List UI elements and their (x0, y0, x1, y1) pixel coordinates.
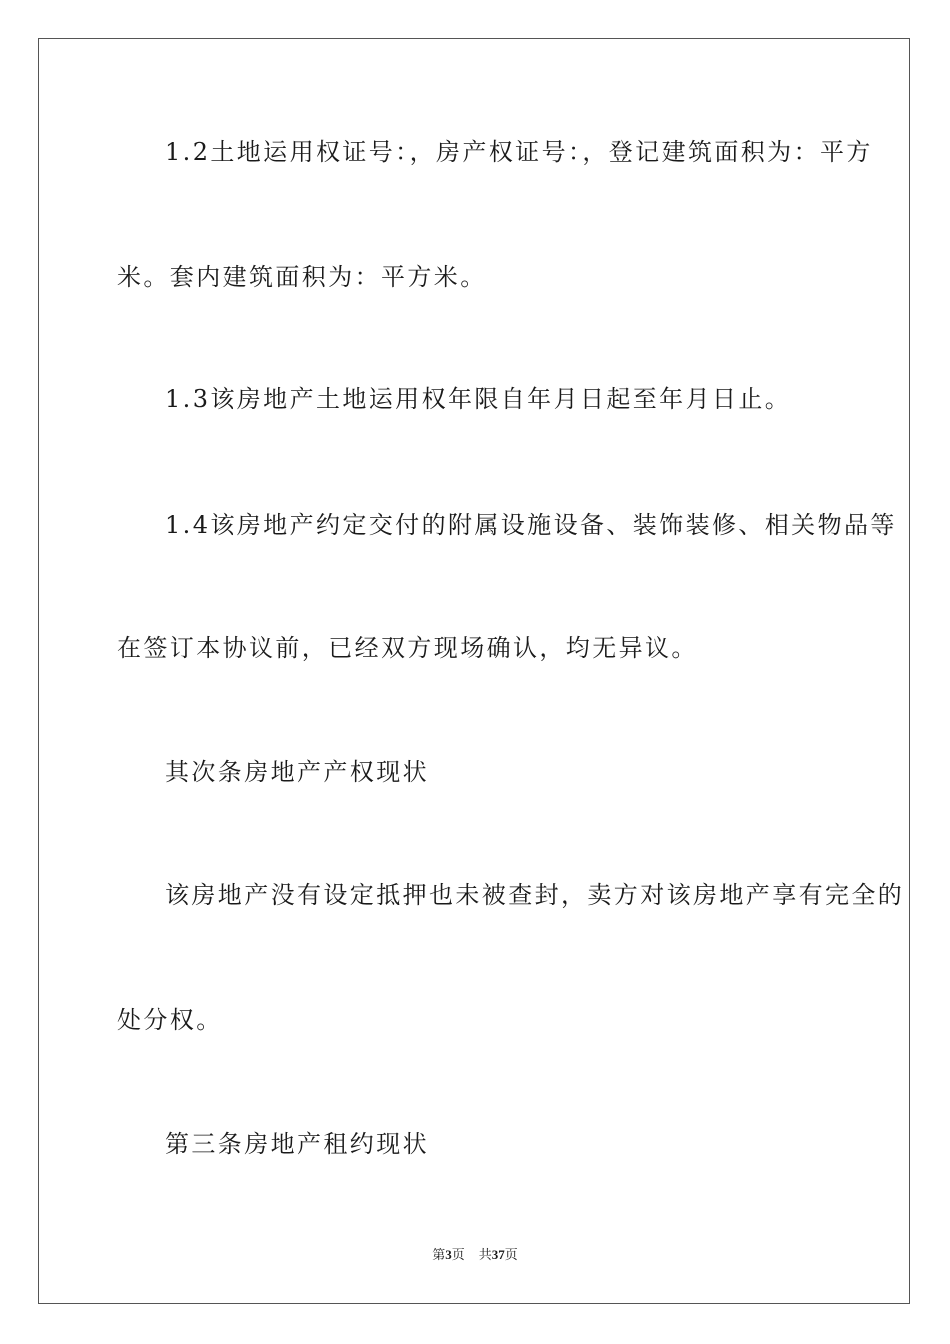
paragraph-1-3: 1.3该房地产土地运用权年限自年月日起至年月日止。 (165, 385, 792, 413)
page-footer (0, 1246, 950, 1264)
paragraph-1-2-line-1: 1.2土地运用权证号：，房产权证号：，登记建筑面积为：平方 (165, 138, 873, 166)
footer-page-number: 3 (445, 1247, 452, 1262)
paragraph-1-2-line-2: 米。套内建筑面积为：平方米。 (117, 263, 487, 291)
footer-total-suffix: 页 (504, 1247, 518, 1262)
footer-page-prefix: 第 (432, 1247, 446, 1262)
paragraph-1-4-line-1: 1.4该房地产约定交付的附属设施设备、装饰装修、相关物品等 (165, 511, 897, 539)
footer-total-prefix: 共 (478, 1247, 492, 1262)
paragraph-rights-line-2: 处分权。 (117, 1006, 223, 1034)
section-heading-lease-status: 第三条房地产租约现状 (165, 1130, 429, 1158)
paragraph-rights-line-1: 该房地产没有设定抵押也未被查封，卖方对该房地产享有完全的 (165, 881, 905, 909)
footer-page-suffix: 页 (451, 1247, 465, 1262)
paragraph-1-4-line-2: 在签订本协议前，已经双方现场确认，均无异议。 (117, 634, 698, 662)
section-heading-property-rights: 其次条房地产产权现状 (165, 758, 429, 786)
page-frame (38, 38, 910, 1304)
footer-total-pages: 37 (491, 1247, 505, 1262)
